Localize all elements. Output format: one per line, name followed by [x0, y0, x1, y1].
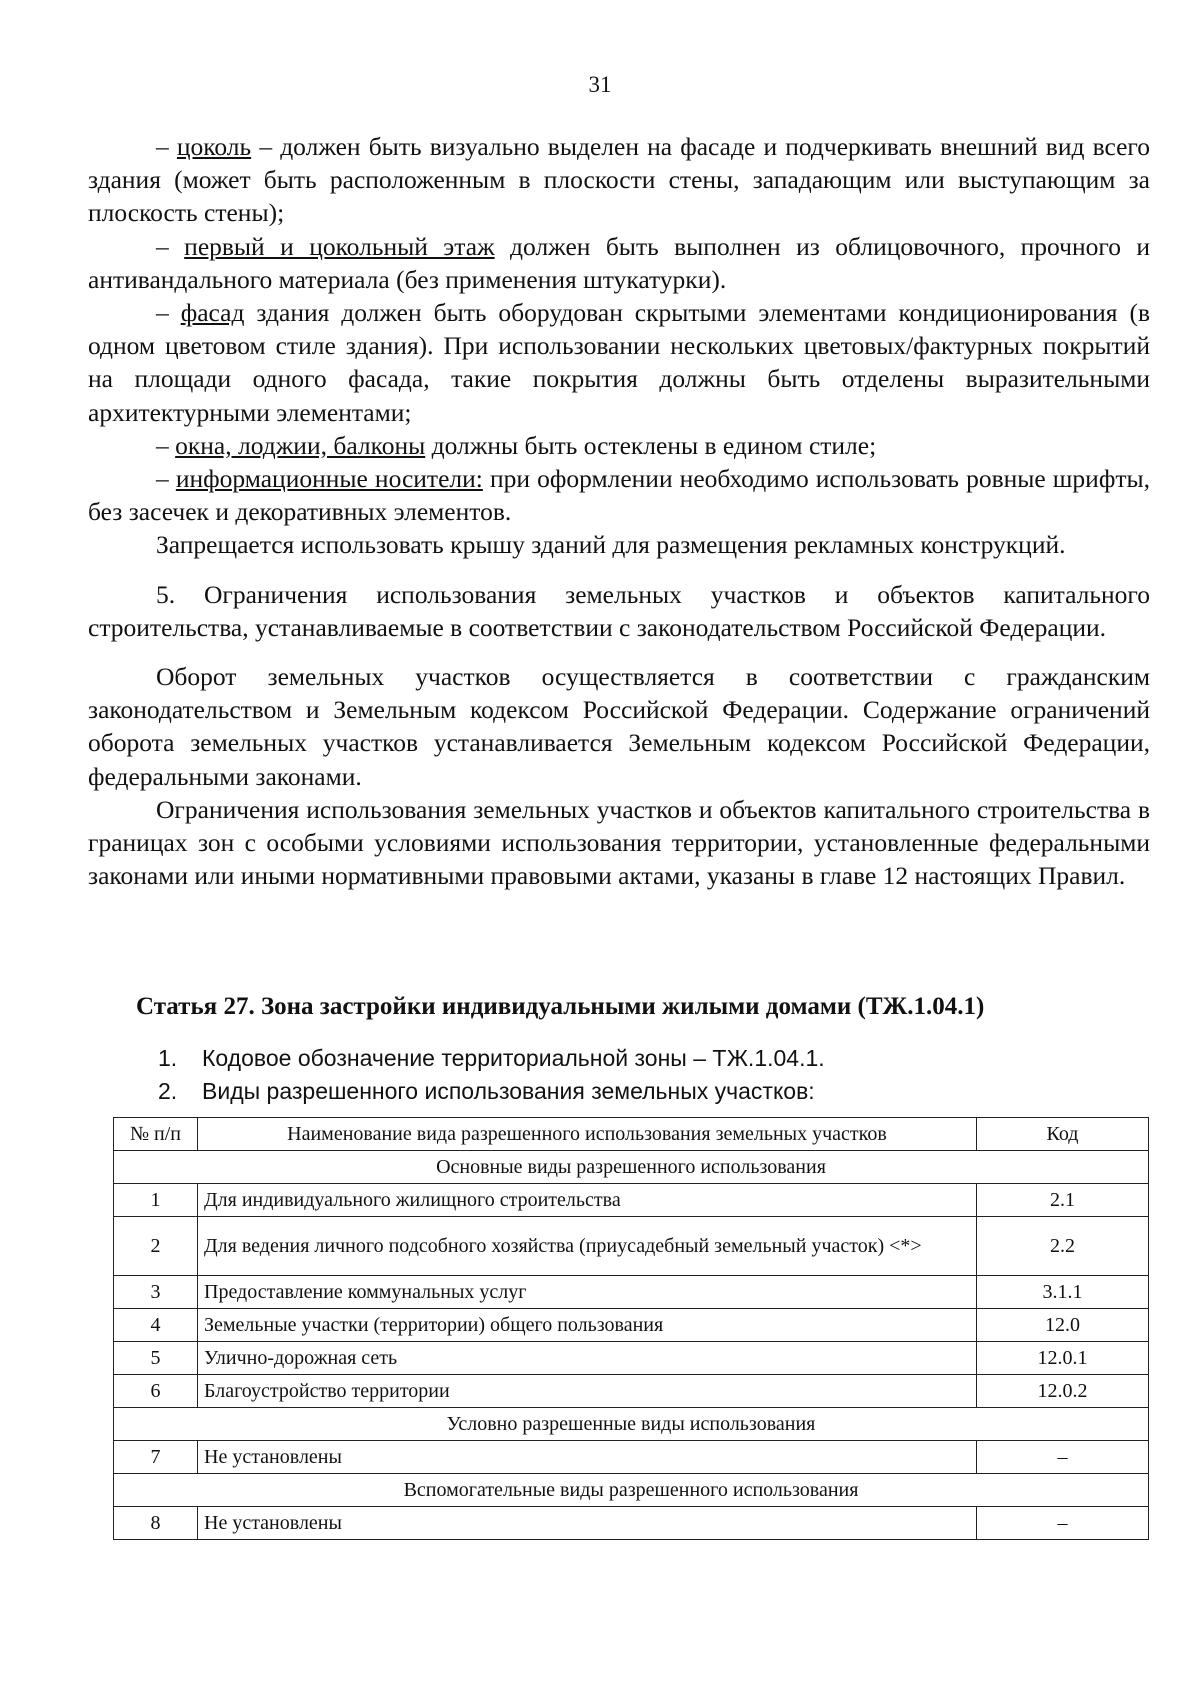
- permitted-use-table: [113, 1117, 1149, 1540]
- table-header-row: [114, 1118, 1149, 1151]
- paragraph-plinth: – цоколь – должен быть визуально выделен на фасаде и подчеркивать внешний вид всего здания (может быть расположенным в плоскости стены, западающим или выступающим за плоскость стены);: [88, 132, 1151, 228]
- term-ground-floor: первый и цокольный этаж: [184, 231, 495, 261]
- paragraph-restrictions-5: 5. Ограничения использования земельных участков и объектов капитального строительства, устанавливаемые в соответствии с законодательством Российской Федерации.: [88, 579, 1150, 642]
- paragraph-facade: – фасад здания должен быть оборудован скрытыми элементами кондиционирования (в одном цветовом стиле здания). При использовании нескольких цветовых/фактурных покрытий на площади одного фасада, такие покрытия должны быть отделены выразительными архитектурными элементами;: [88, 298, 1151, 427]
- section-row-conditional: Условно разрешенные виды использования: [114, 1408, 1149, 1441]
- paragraph-roof-ban: Запрещается использовать крышу зданий для размещения рекламных конструкций.: [156, 530, 1066, 560]
- paragraph-windows: – окна, лоджии, балконы должны быть остеклены в едином стиле;: [156, 430, 877, 460]
- table-row: 2 Для ведения личного подсобного хозяйства (приусадебный земельный участок) <*> 2.2: [114, 1217, 1149, 1276]
- table-row: 1 Для индивидуального жилищного строительства 2.1: [114, 1184, 1149, 1217]
- paragraph-land-turnover: Оборот земельных участков осуществляется в соответствии с гражданским законодательством и Земельным кодексом Российской Федерации. Содержание ограничений оборота земельных участков устанавливается Земельным кодексом Российской Федерации, федеральными законами.: [88, 662, 1150, 791]
- paragraph-special-zones: Ограничения использования земельных участков и объектов капитального строительства в границах зон с особыми условиями использования территории, установленные федеральными законами или иными нормативными правовыми актами, указаны в главе 12 настоящих Правил.: [88, 794, 1150, 891]
- list-item: 1. Кодовое обозначение территориальной зоны – ТЖ.1.04.1.: [158, 1045, 825, 1071]
- term-info-carriers: информационные носители:: [175, 464, 483, 494]
- header-name: Наименование вида разрешенного использования земельных участков: [198, 1118, 977, 1151]
- table-row: 8 Не установлены –: [114, 1507, 1149, 1540]
- table-row: 6 Благоустройство территории 12.0.2: [114, 1375, 1149, 1408]
- article-heading: Статья 27. Зона застройки индивидуальными жилыми домами (ТЖ.1.04.1): [136, 993, 985, 1020]
- section-row-auxiliary: Вспомогательные виды разрешенного использования: [114, 1474, 1149, 1507]
- numbered-list: [158, 1042, 825, 1108]
- body-text: [88, 130, 1150, 892]
- page-number: 31: [588, 72, 612, 97]
- term-plinth: цоколь: [176, 132, 252, 161]
- table-row: 7 Не установлены –: [114, 1441, 1149, 1474]
- term-facade: фасад: [180, 298, 245, 328]
- table-row: 5 Улично-дорожная сеть 12.0.1: [114, 1342, 1149, 1375]
- paragraph-info-carriers: – информационные носители: при оформлении необходимо использовать ровные шрифты, без засечек и декоративных элементов.: [88, 464, 1150, 527]
- list-item: 2. Виды разрешенного использования земельных участков:: [158, 1078, 815, 1104]
- table-row: 3 Предоставление коммунальных услуг 3.1.1: [114, 1276, 1149, 1309]
- header-num: № п/п: [114, 1118, 198, 1151]
- term-windows: окна, лоджии, балконы: [175, 430, 426, 460]
- header-code: Код: [977, 1118, 1149, 1151]
- section-row-main: Основные виды разрешенного использования: [114, 1151, 1149, 1184]
- paragraph-ground-floor: – первый и цокольный этаж должен быть выполнен из облицовочного, прочного и антивандального материала (без применения штукатурки).: [88, 231, 1151, 294]
- table-row: 4 Земельные участки (территории) общего пользования 12.0: [114, 1309, 1149, 1342]
